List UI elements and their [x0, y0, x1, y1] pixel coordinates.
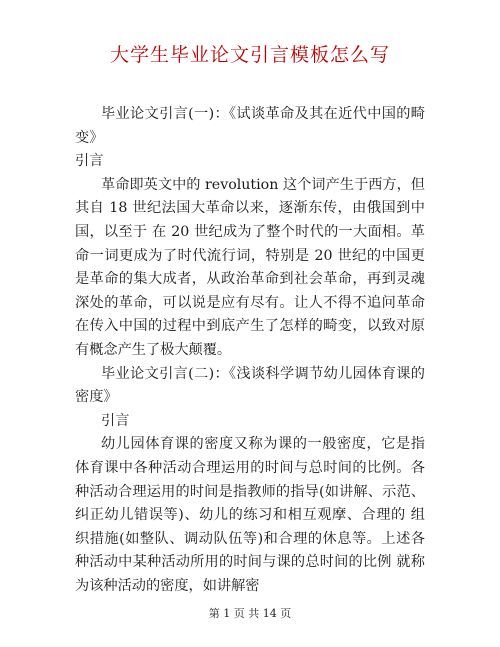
intro-label-2: 引言	[101, 412, 130, 429]
page-number-footer: 第 1 页 共 14 页	[208, 607, 292, 620]
section-heading-1: 毕业论文引言(一)：《试谈革命及其在近代中国的畸变》	[75, 106, 425, 146]
intro-label-1: 引言	[75, 153, 104, 170]
body-paragraph-1: 革命即英文中的 revolution 这个词产生于西方，但其自 18 世纪法国大革命以来，逐渐东传，由俄国到中国，以至于 在 20 世纪成为了整个时代的一大面相。革命一词更成为了时代流行词，特别是 20 世纪的中国更是革命的集大成者，从政治革命到社会革命，再到灵魂深处的革命，可以说是应有尽有。让人不得不追问革命在传入中国的过程中到底产生了怎样的畸变，以致对原有概念产生了极大颠覆。	[75, 176, 425, 358]
document-body	[75, 103, 425, 598]
body-paragraph-2: 幼儿园体育课的密度又称为课的一般密度，它是指体育课中各种活动合理运用的时间与总时间的比例。各 种活动合理运用的时间是指教师的指导(如讲解、示范、纠正幼儿错误等)、幼儿的练习和相互观摩、合理的 组织措施(如整队、调动队伍等)和合理的休息等。上述各种活动中某种活动所用的时间与课的总时间的比例 就称为该种活动的密度，如讲解密	[75, 436, 425, 594]
section-heading-2: 毕业论文引言(二)：《浅谈科学调节幼儿园体育课的密度》	[75, 365, 425, 406]
document-title: 大学生毕业论文引言模板怎么写	[109, 44, 390, 66]
